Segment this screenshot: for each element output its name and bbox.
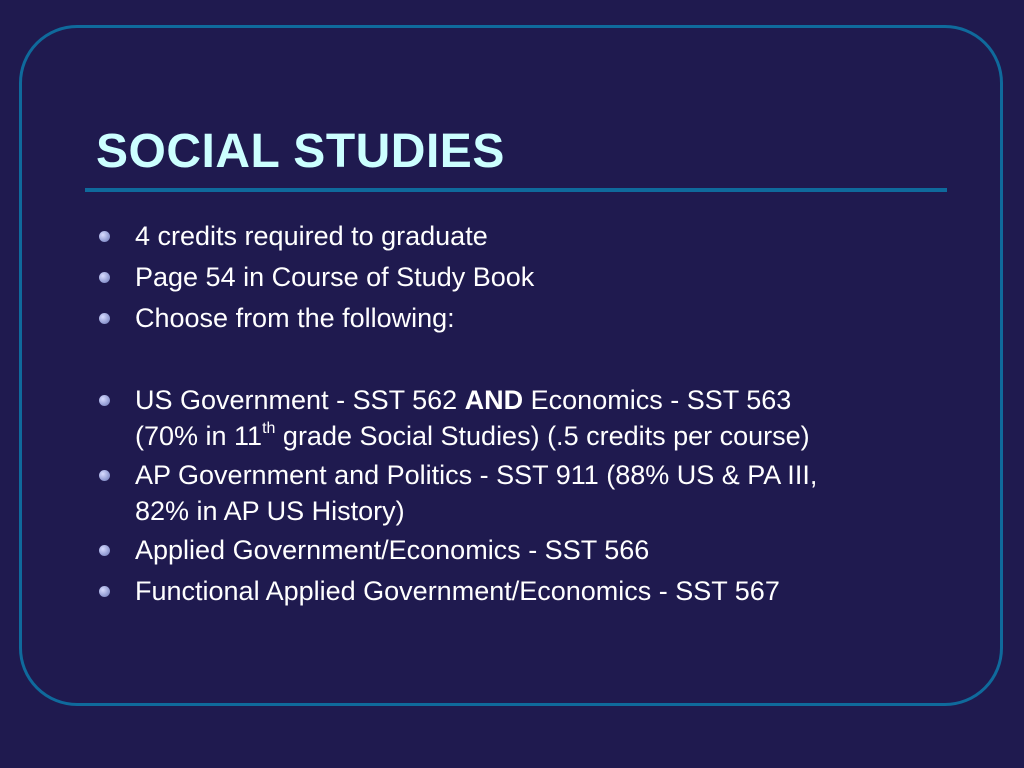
bullet-text: Page 54 in Course of Study Book xyxy=(135,262,535,292)
bullet-text-part: Economics - SST 563 xyxy=(523,385,792,415)
bullet-dot-icon xyxy=(99,586,110,597)
bullet-item xyxy=(135,259,955,295)
bullet-dot-icon xyxy=(99,272,110,283)
bullet-text: Applied Government/Economics - SST 566 xyxy=(135,535,650,565)
bullet-item xyxy=(135,382,955,454)
bullet-text-line: AP Government and Politics - SST 911 (88% US & PA III, xyxy=(135,460,818,490)
bullet-text: Choose from the following: xyxy=(135,303,455,333)
bullet-item xyxy=(135,573,955,609)
bullet-dot-icon xyxy=(99,231,110,242)
bullet-text: Functional Applied Government/Economics - SST 567 xyxy=(135,576,780,606)
bullet-text-part: (70% in 11 xyxy=(135,421,263,451)
bullet-dot-icon xyxy=(99,395,110,406)
bullet-text: 4 credits required to graduate xyxy=(135,221,488,251)
bullet-item xyxy=(135,218,955,254)
bullet-dot-icon xyxy=(99,470,110,481)
bullet-text-part: US Government - SST 562 xyxy=(135,385,465,415)
title-underline xyxy=(85,188,947,192)
bullet-dot-icon xyxy=(99,545,110,556)
bullet-text-part: grade Social Studies) (.5 credits per course) xyxy=(275,421,810,451)
bullet-item xyxy=(135,457,955,529)
bullet-dot-icon xyxy=(99,313,110,324)
superscript: th xyxy=(262,420,276,437)
bullet-bold-text: AND xyxy=(464,385,524,415)
slide-title: SOCIAL STUDIES xyxy=(96,125,505,178)
bullet-item xyxy=(135,532,955,568)
bullet-item xyxy=(135,300,955,336)
bullet-text-line: 82% in AP US History) xyxy=(135,496,405,526)
